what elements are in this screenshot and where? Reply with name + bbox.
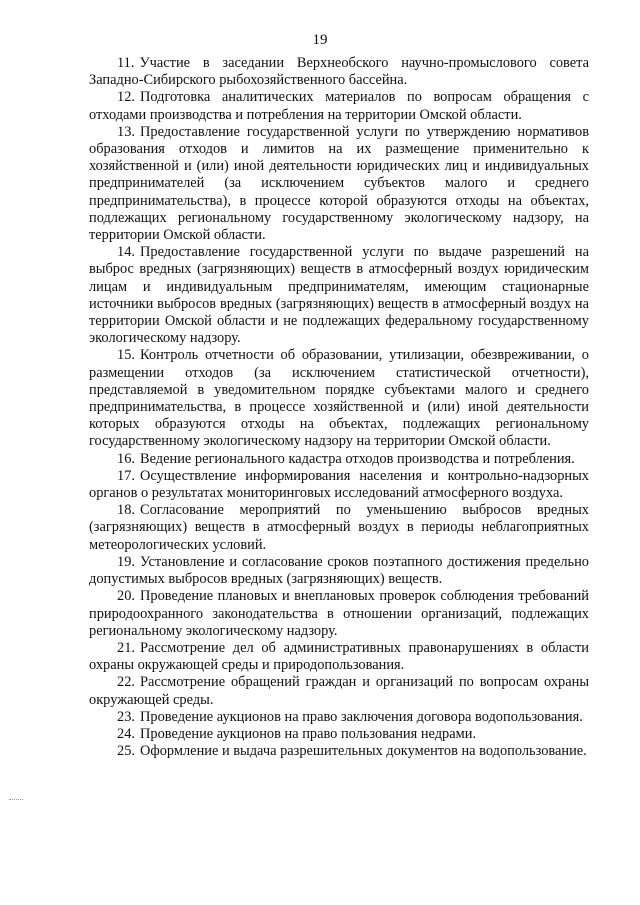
item-text: Проведение плановых и внеплановых проверок соблюдения требований природоохранного законодательства в отношении организаций, подлежащих региональному экологическому надзору. <box>89 588 589 639</box>
numbered-list <box>89 55 589 760</box>
list-item <box>89 709 589 726</box>
list-item <box>89 89 589 123</box>
list-item <box>89 244 589 347</box>
item-number: 13. <box>117 123 135 140</box>
item-number: 16. <box>117 450 135 467</box>
list-item <box>89 588 589 640</box>
item-number: 11. <box>117 55 135 71</box>
item-number: 21. <box>117 639 135 656</box>
item-text: Участие в заседании Верхнеобского научно-промыслового совета Западно-Сибирского рыбохозяйственного бассейна. <box>89 55 589 89</box>
item-text: Ведение регионального кадастра отходов производства и потребления. <box>140 450 575 467</box>
item-text: Рассмотрение обращений граждан и организаций по вопросам охраны окружающей среды. <box>89 674 589 708</box>
item-text: Оформление и выдача разрешительных документов на водопользование. <box>140 743 587 760</box>
item-number: 15. <box>117 347 135 364</box>
item-text: Проведение аукционов на право пользования недрами. <box>140 725 477 742</box>
list-item <box>89 502 589 554</box>
item-number: 24. <box>117 725 135 742</box>
list-item <box>89 743 589 760</box>
item-text: Предоставление государственной услуги по утверждению нормативов образования отходов и лимитов на их размещение применительно к хозяйственной и (или) иной деятельности юридических лиц и индивидуальных предпринимателей (за исключением субъектов малого и среднего предпринимательства), в процессе которой образуются отходы на объектах, подлежащих региональному государственному экологическому надзору, на территории Омской области. <box>89 123 589 244</box>
list-item <box>89 674 589 708</box>
item-text: Установление и согласование сроков поэтапного достижения предельно допустимых выбросов вредных (загрязняющих) веществ. <box>89 553 589 588</box>
item-text: Рассмотрение дел об административных правонарушениях в области охраны окружающей среды и природопользования. <box>89 639 589 674</box>
list-item <box>89 468 589 502</box>
item-text: Подготовка аналитических материалов по вопросам обращения с отходами производства и потребления на территории Омской области. <box>89 89 589 123</box>
list-item <box>89 55 589 89</box>
item-number: 23. <box>117 708 135 725</box>
item-number: 12. <box>117 89 135 106</box>
list-item <box>89 451 589 468</box>
item-number: 19. <box>117 553 135 570</box>
item-text: Контроль отчетности об образовании, утилизации, обезвреживании, о размещении отходов (за исключением статистической отчетности), представляемой в уведомительном порядке субъектами малого и среднего предпринимательства, в процессе хозяйственной и (или) иной деятельности которых образуются отходы на объектах, подлежащих региональному государственному экологическому надзору на территории Омской области. <box>89 347 589 450</box>
list-item <box>89 347 589 450</box>
item-number: 20. <box>117 588 135 605</box>
item-number: 17. <box>117 467 135 484</box>
page-number: 19 <box>312 32 328 48</box>
item-text: Согласование мероприятий по уменьшению выбросов вредных (загрязняющих) веществ в атмосферный воздух в периоды неблагоприятных метеорологических условий. <box>89 502 589 553</box>
item-number: 14. <box>117 244 135 261</box>
list-item <box>89 640 589 674</box>
list-item <box>89 726 589 743</box>
item-text: Осуществление информирования населения и контрольно-надзорных органов о результатах мониторинговых исследований атмосферного воздуха. <box>89 467 589 502</box>
item-text: Предоставление государственной услуги по выдаче разрешений на выброс вредных (загрязняющих) веществ в атмосферный воздух юридическим лицам и индивидуальным предпринимателям, имеющим стационарные источники выбросов вредных (загрязняющих) веществ в атмосферный воздух на территории Омской области и не подлежащих федеральному государственному экологическому надзору. <box>89 244 589 347</box>
item-number: 18. <box>117 502 135 519</box>
list-item <box>89 124 589 244</box>
item-number: 22. <box>117 674 135 691</box>
item-number: 25. <box>117 743 135 760</box>
list-item <box>89 554 589 588</box>
scan-margin-mark <box>9 799 23 801</box>
item-text: Проведение аукционов на право заключения договора водопользования. <box>140 708 583 725</box>
